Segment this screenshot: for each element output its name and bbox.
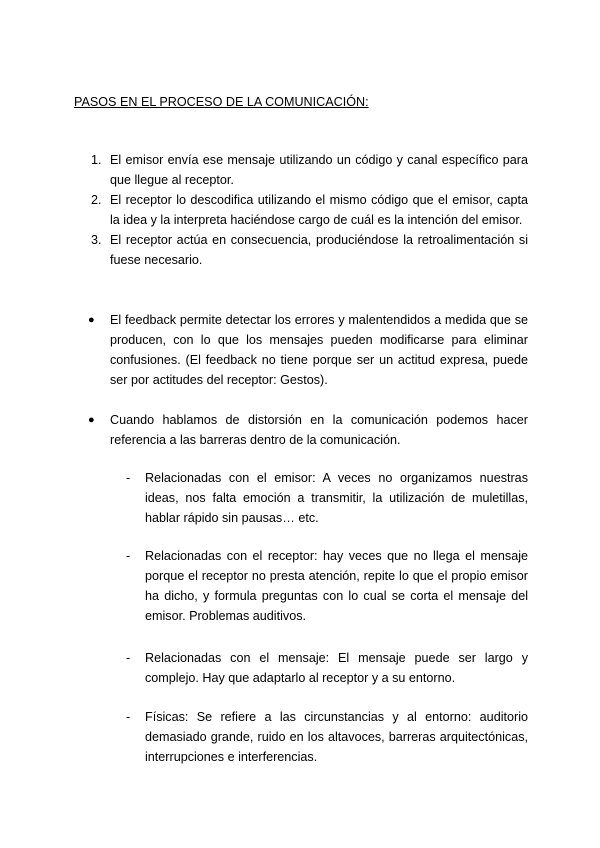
- barrier-text: Relacionadas con el receptor: hay veces que no llega el mensaje porque el receptor no presta atención, repite lo que el propio emisor ha dicho, y formula preguntas con lo cual se corta el mensaje del emisor. Problemas auditivos.: [145, 549, 528, 623]
- step-item: [0, 190, 528, 230]
- bullet-item-feedback: [88, 310, 528, 390]
- step-number: 1.: [91, 153, 102, 167]
- steps-list: [0, 150, 528, 270]
- barrier-dash: -: [126, 651, 131, 665]
- barrier-dash: -: [126, 710, 131, 724]
- step-text: El emisor envía ese mensaje utilizando un código y canal específico para que llegue al receptor.: [110, 153, 528, 187]
- document-title: PASOS EN EL PROCESO DE LA COMUNICACIÓN:: [74, 95, 369, 109]
- barrier-dash: -: [126, 549, 131, 563]
- step-item: [0, 230, 528, 270]
- barrier-item-receptor: [126, 546, 528, 626]
- barrier-item-emisor: [126, 468, 528, 528]
- step-number: 2.: [91, 193, 102, 207]
- bullet-item-distortion: [88, 410, 528, 450]
- step-text: El receptor lo descodifica utilizando el mismo código que el emisor, capta la idea y la interpreta haciéndose cargo de cuál es la intención del emisor.: [110, 193, 528, 227]
- bullet-dot: ●: [88, 414, 95, 426]
- step-item: [0, 150, 528, 190]
- barrier-text: Relacionadas con el mensaje: El mensaje puede ser largo y complejo. Hay que adaptarlo al receptor y a su entorno.: [145, 651, 528, 685]
- bullet-dot: ●: [88, 314, 95, 326]
- barrier-item-fisicas: [126, 707, 528, 767]
- bullet-text: Cuando hablamos de distorsión en la comunicación podemos hacer referencia a las barreras dentro de la comunicación.: [110, 413, 528, 447]
- step-text: El receptor actúa en consecuencia, produciéndose la retroalimentación si fuese necesario.: [110, 233, 528, 267]
- barrier-item-mensaje: [126, 648, 528, 688]
- barrier-text: Físicas: Se refiere a las circunstancias y al entorno: auditorio demasiado grande, ruido en los altavoces, barreras arquitectónicas, interrupciones e interferencias.: [145, 710, 528, 764]
- bullet-text: El feedback permite detectar los errores y malentendidos a medida que se producen, con lo que los mensajes pueden modificarse para eliminar confusiones. (El feedback no tiene porque ser un actitud expresa, puede ser por actitudes del receptor: Gestos).: [110, 313, 528, 387]
- barrier-dash: -: [126, 471, 131, 485]
- step-number: 3.: [91, 233, 102, 247]
- barrier-text: Relacionadas con el emisor: A veces no organizamos nuestras ideas, nos falta emoción a transmitir, la utilización de muletillas, hablar rápido sin pausas… etc.: [145, 471, 528, 525]
